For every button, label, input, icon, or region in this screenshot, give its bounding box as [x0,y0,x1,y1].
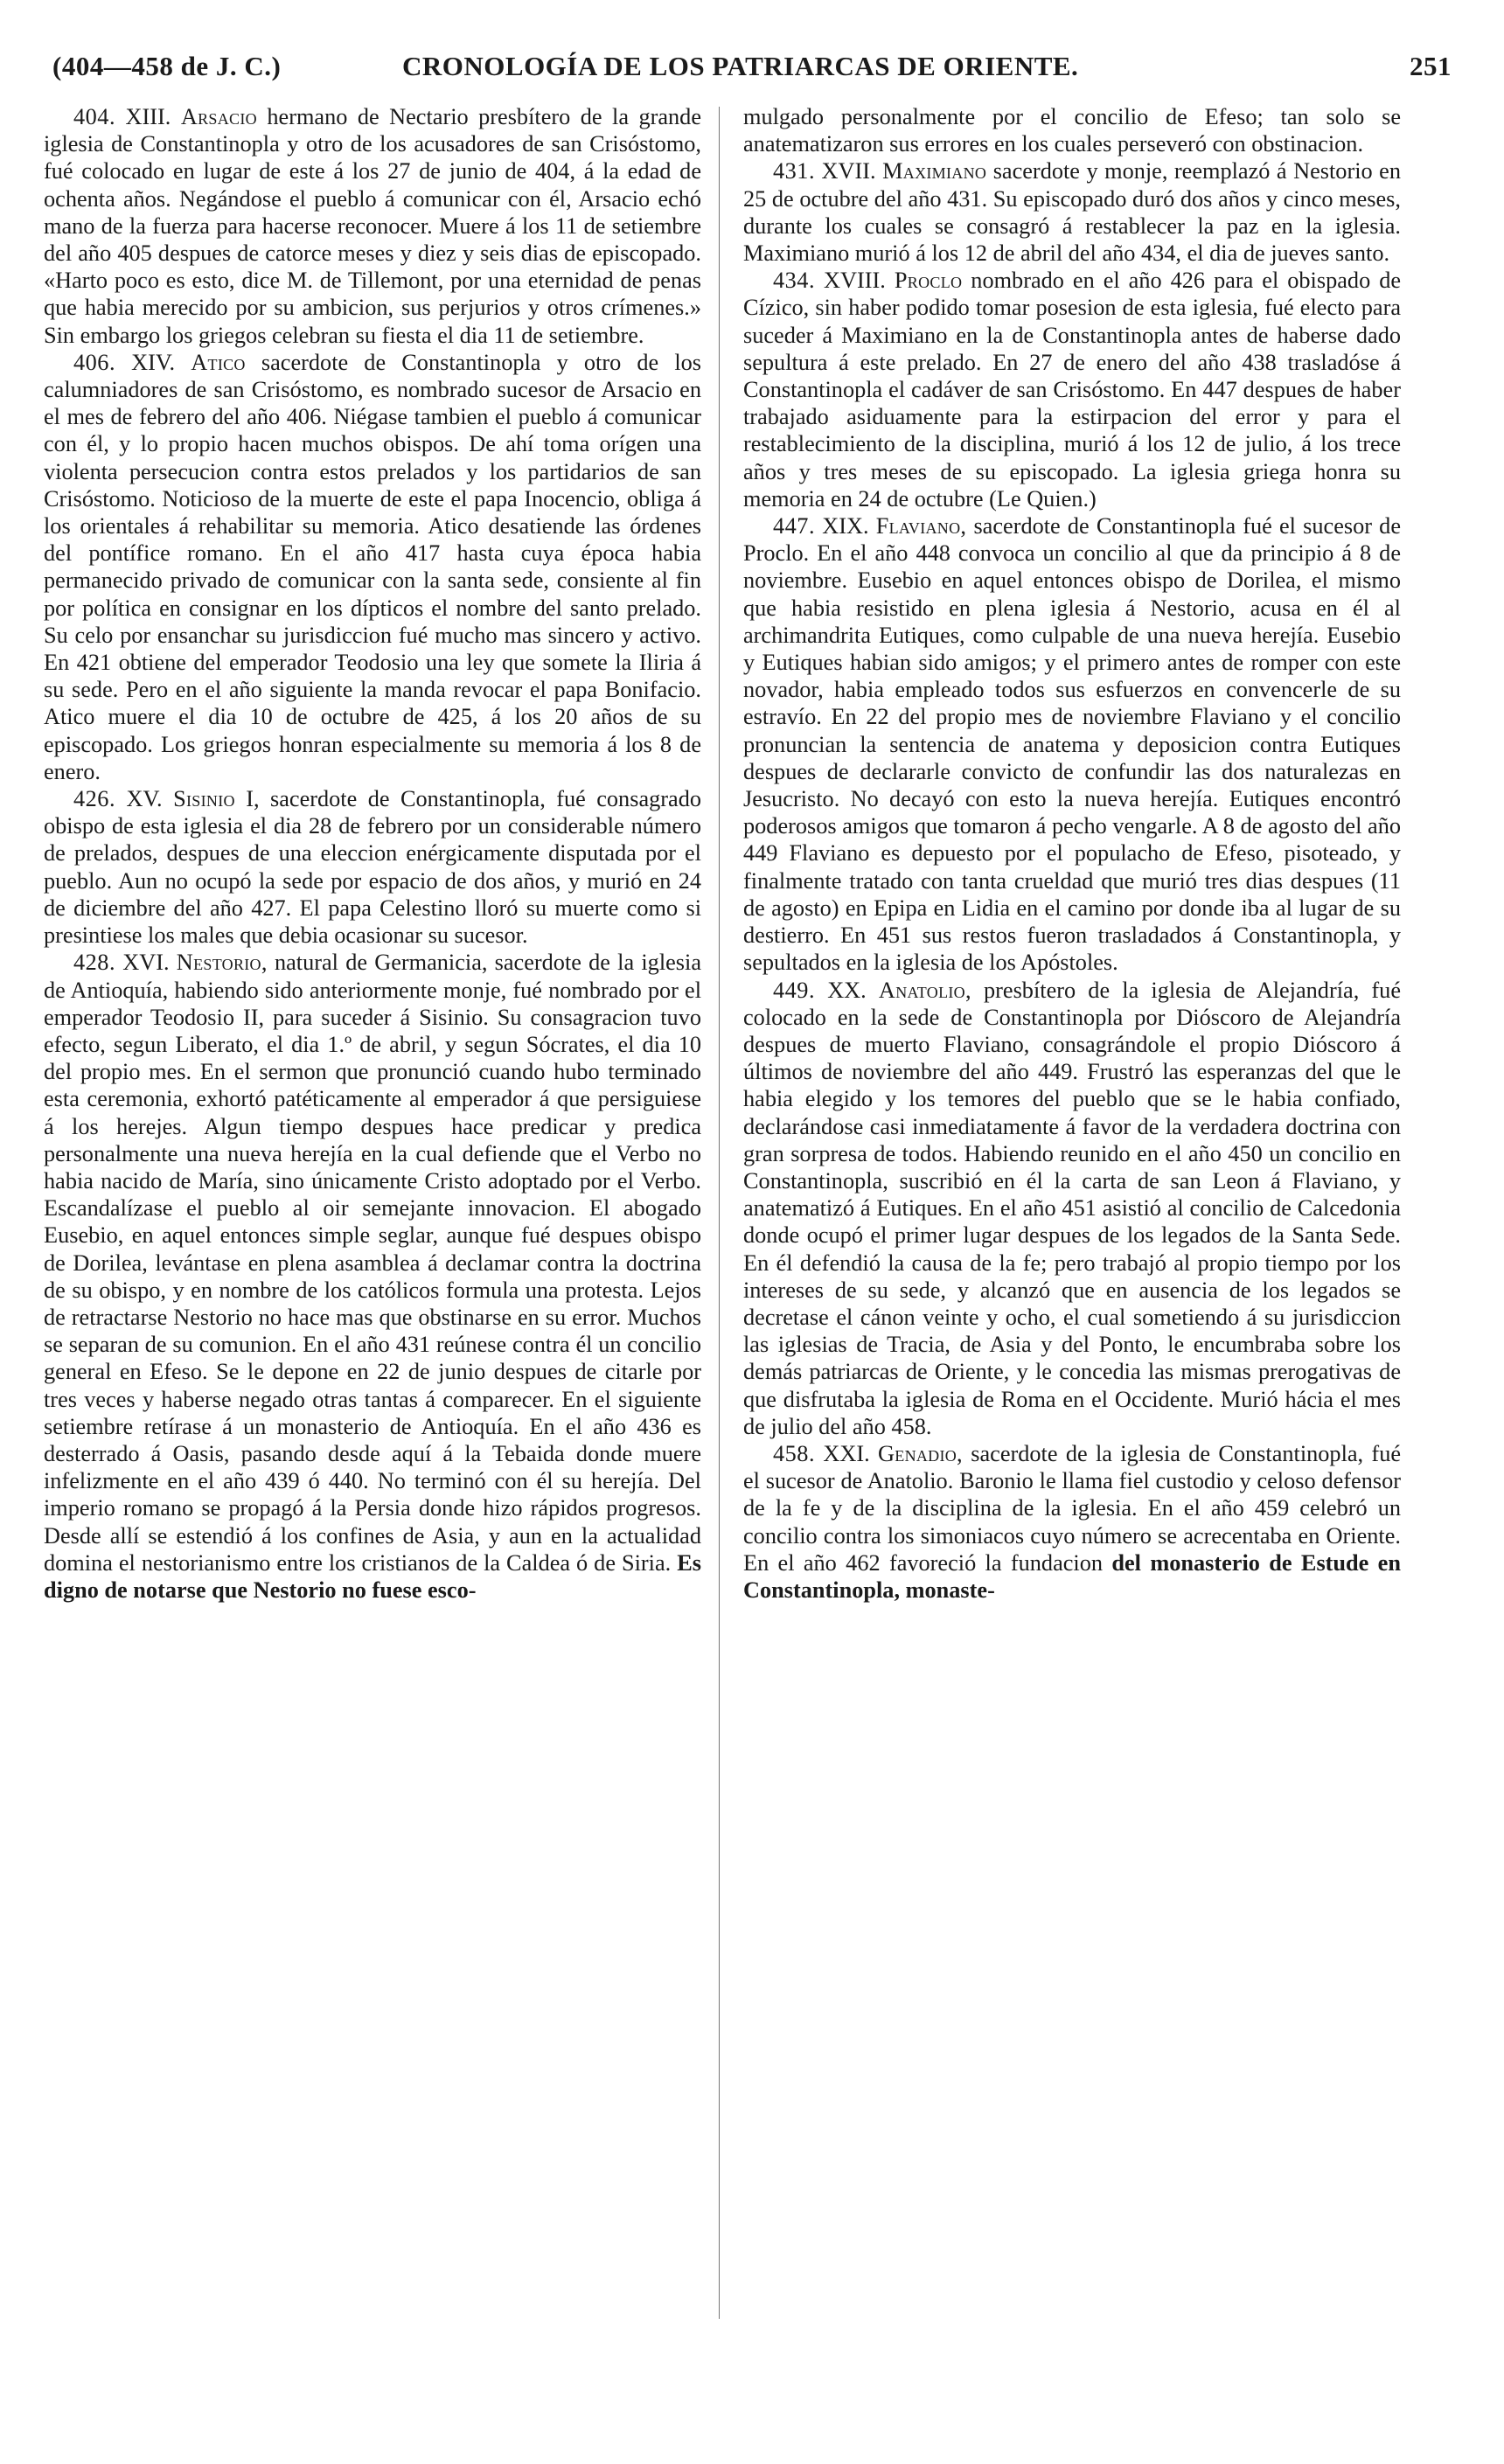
entry-roman: XV. [126,786,163,812]
entry-year: 426. [73,786,116,812]
entry-arsacio [44,103,701,349]
entry-text: hermano de Nectario presbítero de la grande iglesia de Constantinopla y otro de los acusadores de san Crisóstomo, fué colocado en lugar de este á los 27 de junio de 404, á la edad de ochenta años. Negándose el pueblo á comunicar con él, Arsacio echó mano de la fuerza para hacerse reconocer. Muere á los 11 de setiembre del año 405 despues de catorce meses y diez y seis dias de episcopado. «Harto poco es esto, dice M. de Tillemont, por una eternidad de penas que habia merecido por su ambicion, sus perjurios y otros crímenes.» Sin embargo los griegos celebran su fiesta el dia 11 de setiembre. [44,104,701,348]
entry-roman: XVI. [122,950,170,976]
entry-text: sacerdote y monje, reemplazó á Nestorio en 25 de octubre del año 431. Su episcopado duró dos años y cinco meses, durante los cuales se consagró á restablecer la paz en la iglesia. Maximiano murió á los 12 de abril del año 434, el dia de jueves santo. [743,158,1401,267]
entry-roman: XXI. [823,1440,870,1466]
entry-anatolio [743,977,1401,1440]
entry-year: 428. [73,950,116,976]
entry-name: Maximiano [882,158,987,184]
entry-atico [44,349,701,785]
entry-genadio [743,1440,1401,1604]
entry-sisinio [44,785,701,949]
continuation-text: mulgado personalmente por el concilio de Efeso; tan solo se anatematizaron sus errores en los cuales perseveró con obstinacion. [743,104,1401,157]
left-column [44,103,701,1604]
entry-tail: del monasterio de Estude en Constantinopla, monaste- [743,1549,1401,1603]
entry-name: Proclo [894,268,963,294]
date-range: (404—458 de J. C.) [52,51,282,81]
entry-name: Sisinio [173,786,235,812]
entry-tail: Es digno de notarse que Nestorio no fuese esco- [44,1549,701,1603]
entry-roman: XVIII. [824,268,886,294]
entry-roman: XX. [827,977,867,1003]
page-header [52,51,1452,94]
entry-year: 406. [73,349,116,375]
entry-year: 449. [773,977,816,1003]
entry-roman: XVII. [821,158,876,184]
entry-text: sacerdote de Constantinopla y otro de los calumniadores de san Crisóstomo, es nombrado sucesor de Arsacio en el mes de febrero del año 406. Niégase tambien el pueblo á comunicar con él, y lo propio hacen muchos obispos. De ahí toma orígen una violenta persecucion contra estos prelados y los partidarios de san Crisóstomo. Noticioso de la muerte de este el papa Inocencio, obliga á los orientales á rehabilitar su memoria. Atico desatiende las órdenes del pontífice romano. En el año 417 hasta cuya época habia permanecido privado de comunicar con la santa sede, consiente al fin por política en consignar en los dípticos el nombre del santo prelado. Su celo por ensanchar su jurisdiccion fué mucho mas sincero y activo. En 421 obtiene del emperador Teodosio una ley que somete la Iliria á su sede. Pero en el año siguiente la manda revocar el papa Bonifacio. Atico muere el dia 10 de octubre de 425, á los 20 años de su episcopado. Los griegos honran especialmente su memoria á los 8 de enero. [44,349,702,784]
entry-year: 404. [73,104,116,129]
page-title: CRONOLOGÍA DE LOS PATRIARCAS DE ORIENTE. [402,51,1079,81]
entry-name: Flaviano, [875,513,967,539]
right-column [743,103,1401,1604]
entry-maximiano [743,157,1401,267]
page-number: 251 [1410,51,1452,81]
entry-roman: XIV. [131,349,176,375]
entry-year: 447. [773,513,816,539]
entry-year: 458. [773,1440,816,1466]
entry-text: nombrado en el año 426 para el obispado de Cízico, sin haber podido tomar posesion de esta iglesia, fué electo para suceder á Maximiano en la de Constantinopla antes de haberse dado sepultura á este prelado. En 27 de enero del año 438 trasladóse á Constantinopla el cadáver de san Crisóstomo. En 447 despues de haber trabajado asiduamente para la estirpacion del error y para el restablecimiento de la disciplina, murió á los 12 de julio, á los trece años y tres meses de su episcopado. La iglesia griega honra su memoria en 24 de octubre (Le Quien.) [743,268,1402,512]
entry-name: Nestorio, [176,950,268,976]
entry-text: natural de Germanicia, sacerdote de la iglesia de Antioquía, habiendo sido anteriormente monje, fué nombrado por el emperador Teodosio II, para suceder á Sisinio. Su consagracion tuvo efecto, segun Liberato, el dia 1.º de abril, y segun Sócrates, el dia 10 del propio mes. En el sermon que pronunció cuando hubo terminado esta ceremonia, exhortó patéticamente al emperador á que persiguiese á los herejes. Algun tiempo despues hace predicar y predica personalmente una nueva herejía en la cual defiende que el Verbo no habia nacido de María, sino únicamente Cristo adoptado por el Verbo. Escandalízase el pueblo al oir semejante innovacion. El abogado Eusebio, en aquel entonces simple seglar, aunque fué despues obispo de Dorilea, levántase en plena asamblea á declamar contra la doctrina de su obispo, y en nombre de los católicos formula una protesta. Lejos de retractarse Nestorio no hace mas que obstinarse en su error. Muchos se separan de su comunion. En el año 431 reúnese contra él un concilio general en Efeso. Se le depone en 22 de junio despues de citarle por tres veces y haberse negado otras tantas á comparecer. En el siguiente setiembre retírase á un monasterio de Antioquía. En el año 436 es desterrado á Oasis, pasando desde aquí á la Tebaida donde muere infelizmente en el año 439 ó 440. No terminó con él su herejía. Del imperio romano se propagó á la Persia donde hizo rápidos progresos. Desde allí se estendió á los confines de Asia, y aun en la actualidad domina el nestorianismo entre los cristianos de la Caldea ó de Siria. [44,950,702,1576]
entry-text: presbítero de la iglesia de Alejandría, fué colocado en la sede de Constantinopla por Dióscoro de Alejandría despues de muerto Flaviano, consagrándole el propio Dióscoro á últimos de noviembre del año 449. Frustró las esperanzas del que le habia elegido y los temores del pueblo que se le habia confiado, declarándose casi inmediatamente á favor de la verdadera doctrina con gran sorpresa de todos. Habiendo reunido en el año 450 un concilio en Constantinopla, suscribió en él la carta de san Leon á Flaviano, y anatematizó á Eutiques. En el año 451 asistió al concilio de Calcedonia donde ocupó el primer lugar despues de los legados de la Santa Sede. En él defendió la causa de la fe; pero trabajó al propio tiempo por los intereses de su sede, y alcanzó que en ausencia de los legados se decretase el cánon veinte y ocho, el cual sometiendo á su jurisdiccion las iglesias de Tracia, de Asia y del Ponto, le encumbraba sobre los demás patriarcas de Oriente, y le concedia las mismas prerogativas de que disfrutaba la iglesia de Roma en el Occidente. Murió hácia el mes de julio del año 458. [743,977,1401,1439]
column-divider [719,107,720,2319]
entry-name: Arsacio [180,104,257,129]
entry-proclo [743,267,1401,512]
entry-text: sacerdote de Constantinopla fué el sucesor de Proclo. En el año 448 convoca un concilio al que da principio á 8 de noviembre. Eusebio en aquel entonces obispo de Dorilea, el mismo que habia resistido en plena iglesia á Nestorio, acusa en él al archimandrita Eutiques, como culpable de una nueva herejía. Eusebio y Eutiques habian sido amigos; y el primero antes de romper con este novador, habia empleado todos sus esfuerzos en convencerle de su estravío. En 22 del propio mes de noviembre Flaviano y el concilio pronuncian la sentencia de anatema y deposicion contra Eutiques despues de declararle convicto de confundir las dos naturalezas en Jesucristo. No decayó con esto la nueva herejía. Eutiques encontró poderosos amigos que tomaron á pecho vengarle. A 8 de agosto del año 449 Flaviano es depuesto por el populacho de Efeso, pisoteado, y finalmente tratado con tanta crueldad que murió tres dias despues (11 de agosto) en Epipa en Lidia en el camino por donde iba al lugar de su destierro. En 451 sus restos fueron trasladados á Constantinopla, y sepultados en la iglesia de los Apóstoles. [743,513,1402,976]
entry-year: 431. [773,158,816,184]
entry-text: I, sacerdote de Constantinopla, fué consagrado obispo de esta iglesia el dia 28 de febrero por un considerable número de prelados, despues de una eleccion enérgicamente disputada por el pueblo. Aun no ocupó la sede por espacio de dos años, y murió en 24 de diciembre del año 427. El papa Celestino lloró su muerte como si presintiese los males que debia ocasionar su sucesor. [44,786,701,949]
entry-name: Genadio, [877,1440,963,1466]
entry-year: 434. [773,268,816,294]
entry-flaviano [743,512,1401,976]
entry-name: Anatolio, [878,977,971,1003]
entry-text: sacerdote de la iglesia de Constantinopla, fué el sucesor de Anatolio. Baronio le llama fiel custodio y celoso defensor de la fe y de la disciplina de la iglesia. En el año 459 celebró un concilio contra los simoniacos cuyo número se acrecentaba en Oriente. En el año 462 favoreció la fundacion [743,1440,1402,1576]
entry-roman: XIX. [822,513,869,539]
entry-roman: XIII. [125,104,171,129]
entry-nestorio [44,949,701,1604]
entry-name: Atico [191,349,246,375]
